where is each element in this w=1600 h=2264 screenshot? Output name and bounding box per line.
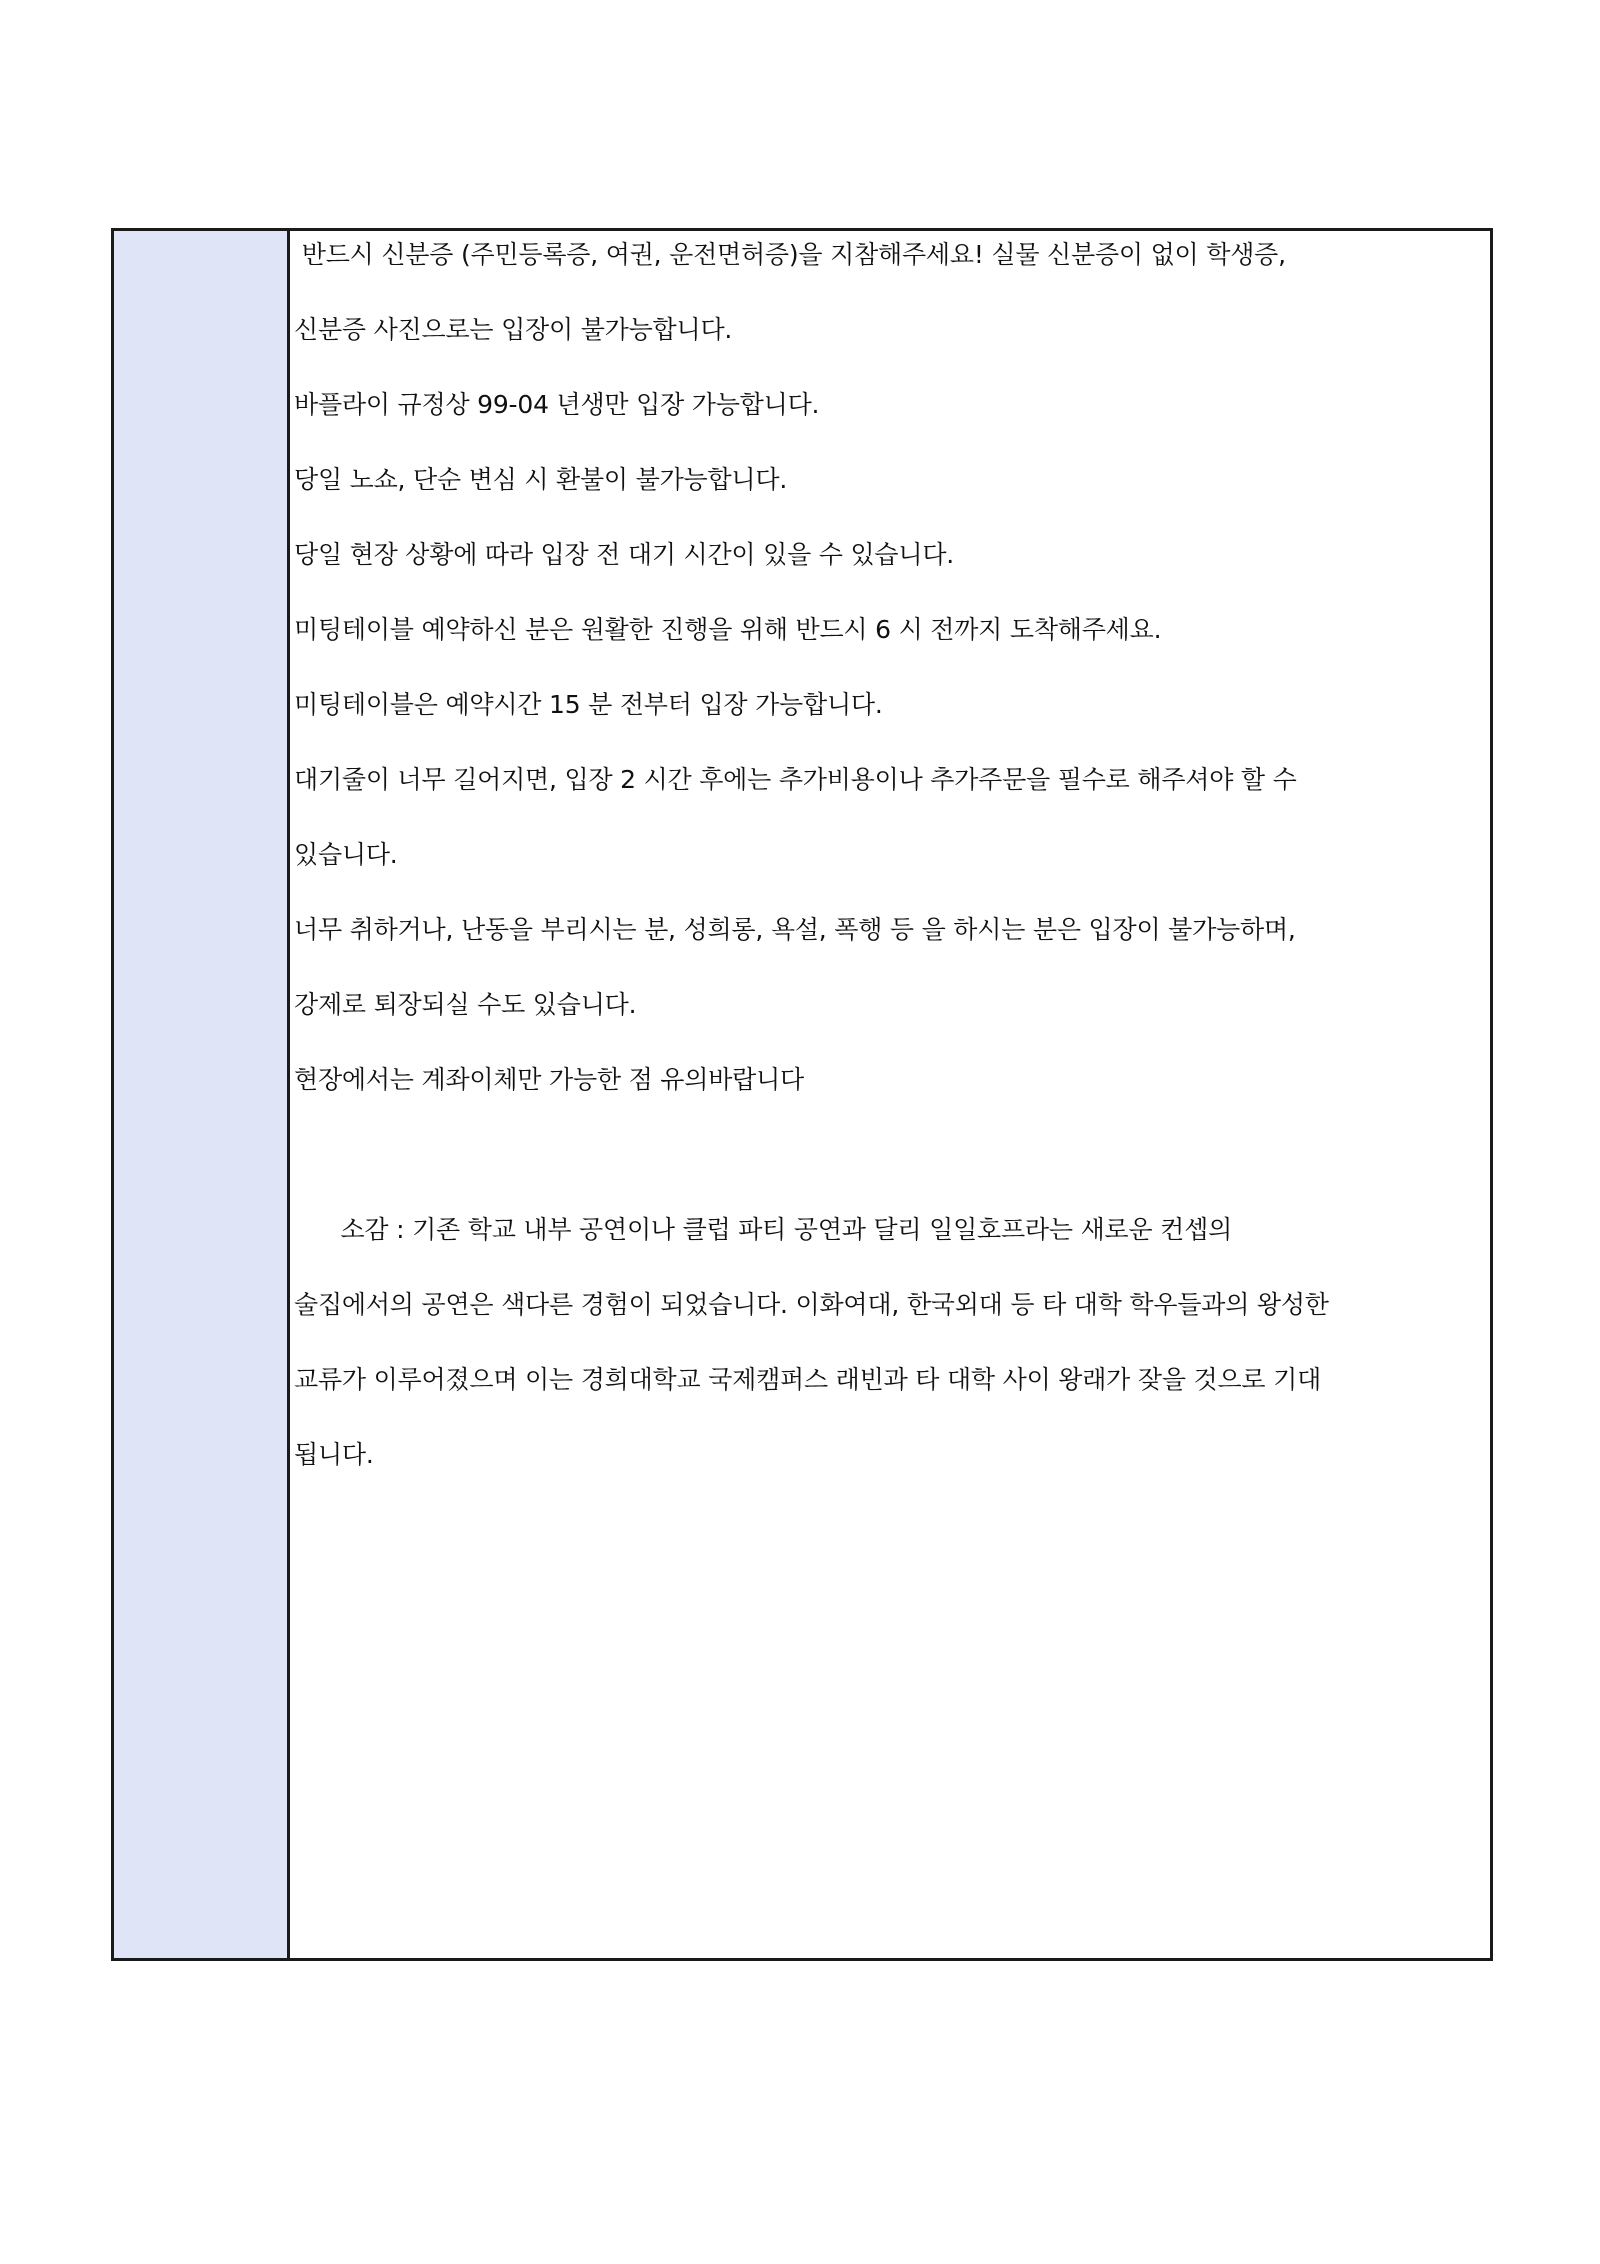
- label-cell: [114, 231, 290, 1958]
- review-line: 소감 : 기존 학교 내부 공연이나 클럽 파티 공연과 달리 일일호프라는 새로운 컨셉의: [294, 1215, 1233, 1244]
- notice-line: 미팅테이블 예약하신 분은 원활한 진행을 위해 반드시 6 시 전까지 도착해주세요.: [294, 615, 1162, 644]
- review-line: 교류가 이루어졌으며 이는 경희대학교 국제캠퍼스 래빈과 타 대학 사이 왕래가 잦을 것으로 기대: [294, 1365, 1322, 1394]
- content-cell: [290, 231, 1490, 1958]
- notice-line: 신분증 사진으로는 입장이 불가능합니다.: [294, 315, 733, 344]
- notice-line: 너무 취하거나, 난동을 부리시는 분, 성희롱, 욕설, 폭행 등 을 하시는 분은 입장이 불가능하며,: [294, 915, 1296, 944]
- notice-line: 있습니다.: [294, 840, 398, 869]
- notice-line: 당일 노쇼, 단순 변심 시 환불이 불가능합니다.: [294, 465, 788, 494]
- notice-line: 당일 현장 상황에 따라 입장 전 대기 시간이 있을 수 있습니다.: [294, 540, 955, 569]
- notice-line: 강제로 퇴장되실 수도 있습니다.: [294, 990, 637, 1019]
- report-table: [111, 228, 1493, 1961]
- notice-line: 대기줄이 너무 길어지면, 입장 2 시간 후에는 추가비용이나 추가주문을 필수로 해주셔야 할 수: [294, 765, 1297, 794]
- review-line: 술집에서의 공연은 색다른 경험이 되었습니다. 이화여대, 한국외대 등 타 대학 학우들과의 왕성한: [294, 1290, 1329, 1319]
- notice-line: 현장에서는 계좌이체만 가능한 점 유의바랍니다: [294, 1065, 804, 1094]
- notice-line: 반드시 신분증 (주민등록증, 여권, 운전면허증)을 지참해주세요! 실물 신분증이 없이 학생증,: [294, 240, 1286, 269]
- notice-line: 미팅테이블은 예약시간 15 분 전부터 입장 가능합니다.: [294, 690, 883, 719]
- review-line: 됩니다.: [294, 1440, 374, 1469]
- notice-line: 바플라이 규정상 99-04 년생만 입장 가능합니다.: [294, 390, 820, 419]
